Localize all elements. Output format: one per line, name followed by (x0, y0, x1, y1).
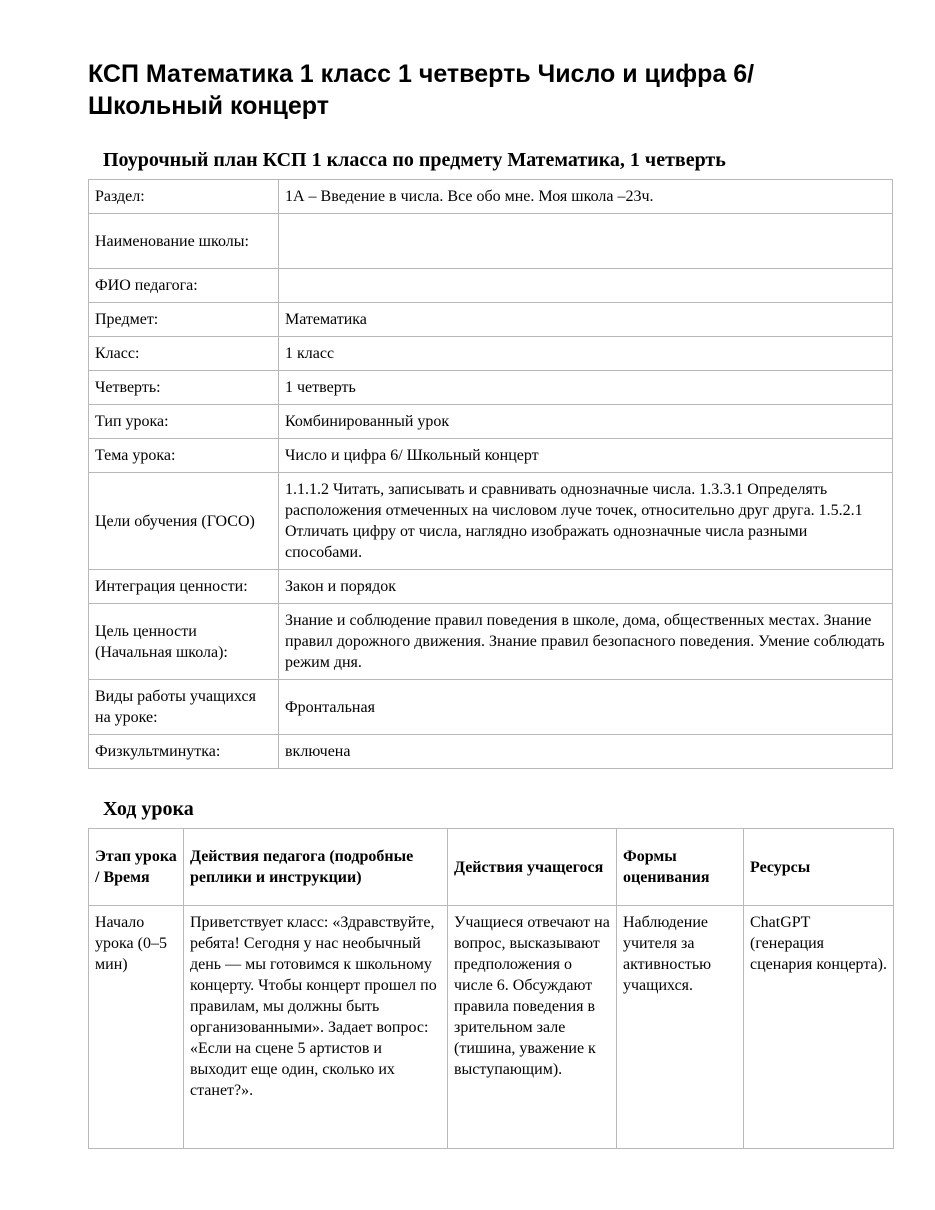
info-value: Число и цифра 6/ Школьный концерт (279, 439, 893, 473)
table-row (89, 906, 894, 1149)
info-key: Четверть: (89, 371, 279, 405)
info-key: Физкультминутка: (89, 735, 279, 769)
info-value: Математика (279, 303, 893, 337)
table-header-row (89, 829, 894, 906)
table-row (89, 405, 893, 439)
info-value: Комбинированный урок (279, 405, 893, 439)
column-header-teacher-actions: Действия педагога (подробные реплики и инструкции) (184, 829, 448, 906)
resources-cell: ChatGPT (генерация сценария концерта). (744, 906, 894, 1149)
plan-heading: Поурочный план КСП 1 класса по предмету Математика, 1 четверть (103, 149, 726, 171)
lesson-info-table (88, 179, 893, 769)
stage-cell: Начало урока (0–5 мин) (89, 906, 184, 1149)
info-key: Раздел: (89, 180, 279, 214)
info-key: Интеграция ценности: (89, 570, 279, 604)
column-header-student-actions: Действия учащегося (448, 829, 617, 906)
table-row (89, 371, 893, 405)
info-value: Фронтальная (279, 680, 893, 735)
info-value: 1 класс (279, 337, 893, 371)
info-value (279, 214, 893, 269)
info-value: включена (279, 735, 893, 769)
info-key: Цели обучения (ГОСО) (89, 473, 279, 570)
table-row (89, 337, 893, 371)
info-key: Наименование школы: (89, 214, 279, 269)
info-key: ФИО педагога: (89, 269, 279, 303)
table-row (89, 570, 893, 604)
table-row (89, 473, 893, 570)
info-value: 1А – Введение в числа. Все обо мне. Моя школа –23ч. (279, 180, 893, 214)
assessment-cell: Наблюдение учителя за активностью учащихся. (617, 906, 744, 1149)
column-header-stage: Этап урока / Время (89, 829, 184, 906)
table-row (89, 303, 893, 337)
table-row (89, 180, 893, 214)
info-key: Класс: (89, 337, 279, 371)
info-key: Виды работы учащихся на уроке: (89, 680, 279, 735)
info-key: Тема урока: (89, 439, 279, 473)
info-key: Тип урока: (89, 405, 279, 439)
document-title: КСП Математика 1 класс 1 четверть Число и цифра 6/ Школьный концерт (88, 60, 755, 120)
column-header-assessment: Формы оценивания (617, 829, 744, 906)
table-row (89, 439, 893, 473)
info-key: Предмет: (89, 303, 279, 337)
info-key: Цель ценности (Начальная школа): (89, 604, 279, 680)
progress-heading: Ход урока (103, 798, 194, 820)
info-value: Знание и соблюдение правил поведения в школе, дома, общественных местах. Знание правил дорожного движения. Знание правил безопасного поведения. Умение соблюдать режим дня. (279, 604, 893, 680)
info-value: 1 четверть (279, 371, 893, 405)
table-row (89, 680, 893, 735)
info-value (279, 269, 893, 303)
table-row (89, 269, 893, 303)
teacher-actions-cell: Приветствует класс: «Здравствуйте, ребята! Сегодня у нас необычный день — мы готовимся к школьному концерту. Чтобы концерт прошел по правилам, мы должны быть организованными». Задает вопрос: «Если на сцене 5 артистов и выходит еще один, сколько их станет?». (184, 906, 448, 1149)
info-value: 1.1.1.2 Читать, записывать и сравнивать однозначные числа. 1.3.3.1 Определять расположения отмеченных на числовом луче точек, относительно друг друга. 1.5.2.1 Отличать цифру от числа, наглядно изображать однозначные числа разными способами. (279, 473, 893, 570)
table-row (89, 214, 893, 269)
student-actions-cell: Учащиеся отвечают на вопрос, высказывают предположения о числе 6. Обсуждают правила поведения в зрительном зале (тишина, уважение к выступающим). (448, 906, 617, 1149)
table-row (89, 604, 893, 680)
table-row (89, 735, 893, 769)
column-header-resources: Ресурсы (744, 829, 894, 906)
info-value: Закон и порядок (279, 570, 893, 604)
lesson-steps-table (88, 828, 894, 1149)
